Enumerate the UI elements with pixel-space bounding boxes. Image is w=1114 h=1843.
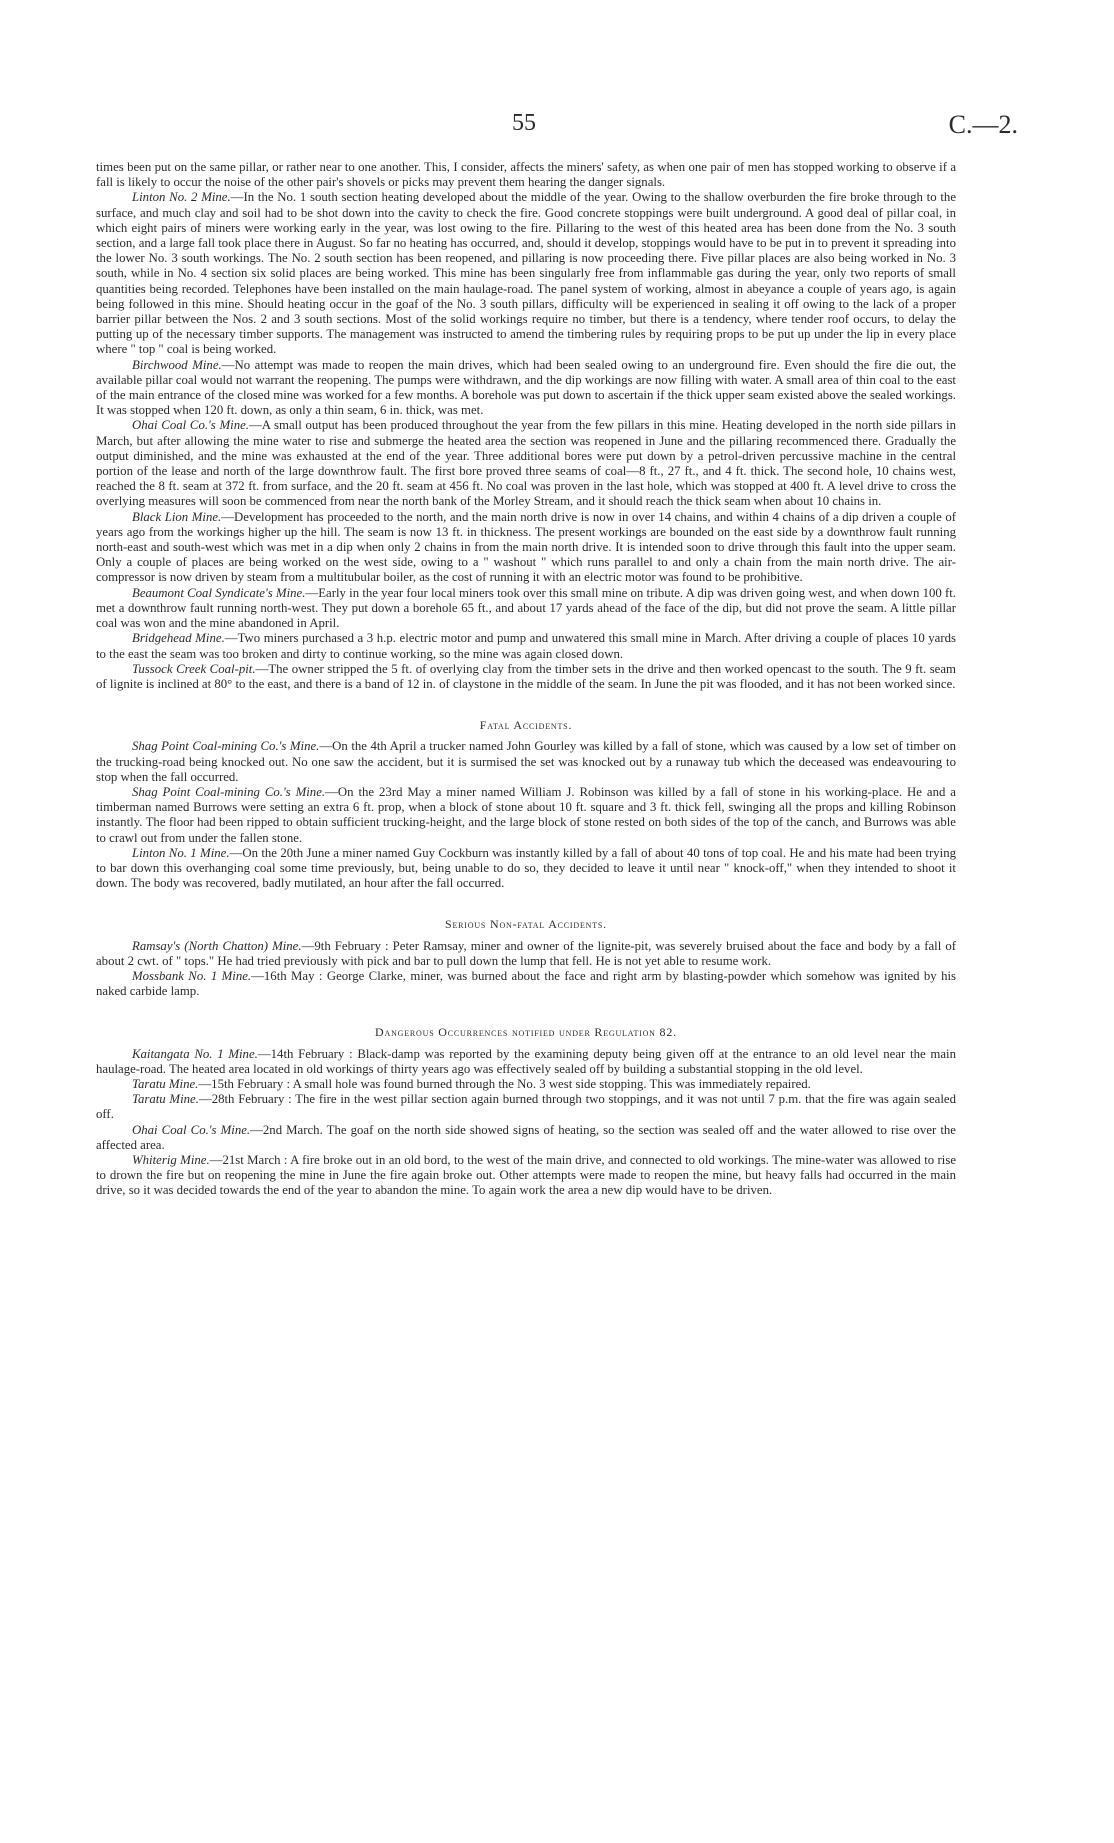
- paragraph-dangerous-taratu-1: Taratu Mine.—15th February : A small hole was found burned through the No. 3 west side stopping. This was immediately repaired.: [132, 1076, 811, 1091]
- mine-name: Ohai Coal Co.'s Mine.: [132, 418, 249, 433]
- mine-name: Shag Point Coal-mining Co.'s Mine.: [132, 739, 320, 754]
- paragraph-black-lion: Black Lion Mine.—Development has proceeded to the north, and the main north drive is now in over 14 chains, and within 4 chains of a dip driven a couple of years ago from the workings higher up the hill. The seam is now 13 ft. in thickness. The present workings are bounded on the east side by a downthrow fault running north-east and south-west which was met in a dip when only 2 chains in from the main north drive. It is intended soon to drive through this fault into the upper seam. Only a couple of places are being worked on the west side, owing to a " washout " which runs parallel to and only a chain from the main north drive. The air-compressor is now driven by steam from a multitubular boiler, as the cost of running it with an electric motor was found to be prohibitive.: [96, 509, 956, 585]
- mine-name: Bridgehead Mine.: [132, 631, 225, 646]
- paragraph-beaumont: Beaumont Coal Syndicate's Mine.—Early in the year four local miners took over this small mine on tribute. A dip was driven going west, and when down 100 ft. met a downthrow fault running north-west. They put down a borehole 65 ft., and about 17 yards ahead of the face of the dip, but did not prove the seam. A little pillar coal was won and the mine abandoned in April.: [96, 585, 957, 631]
- paragraph-dangerous-kaitangata: Kaitangata No. 1 Mine.—14th February : Black-damp was reported by the examining deputy being given off at the entrance to an old level near the main haulage-road. The heated area located in old workings of thirty years ago was effectively sealed off by building a substantial stopping in the old level.: [96, 1046, 956, 1076]
- paragraph-serious-ramsay: Ramsay's (North Chatton) Mine.—9th February : Peter Ramsay, miner and owner of the lignite-pit, was severely bruised about the face and body by a fall of about 2 cwt. of " tops." He had tried previously with pick and bar to pull down the lump that fell. He is not yet able to resume work.: [96, 938, 957, 968]
- page-number: 55: [512, 110, 536, 136]
- paragraph-serious-clarke: Mossbank No. 1 Mine.—16th May : George Clarke, miner, was burned about the face and right arm by blasting-powder which somehow was ignited by his naked carbide lamp.: [96, 968, 956, 999]
- paragraph-fatal-gourley: Shag Point Coal-mining Co.'s Mine.—On the 4th April a trucker named John Gourley was killed by a fall of stone, which was caused by a low set of timber on the trucking-road being knocked out. No one saw the accident, but it is surmised the set was knocked out by a runaway tub which the deceased was endeavouring to stop when the fall occurred.: [96, 739, 956, 784]
- mine-name: Beaumont Coal Syndicate's Mine.: [132, 585, 306, 600]
- paragraph-birchwood: Birchwood Mine.—No attempt was made to reopen the main drives, which had been sealed owing to an underground fire. Even should the fire die out, the available pillar coal would not warrant the reopening. The pumps were withdrawn, and the dip workings are now filling with water. A small area of thin coal to the east of the main entrance of the closed mine was worked for a few months. A borehole was put down to ascertain if the thick upper seam existed above the sealed workings. It was stopped when 120 ft. down, as only a thin seam, 6 in. thick, was met.: [96, 357, 956, 418]
- paragraph-fatal-robinson: Shag Point Coal-mining Co.'s Mine.—On the 23rd May a miner named William J. Robinson was killed by a fall of stone in his working-place. He and a timberman named Burrows were setting an extra 6 ft. prop, when a block of stone about 10 ft. square and 3 ft. thick fell, swinging all the props and killing Robinson instantly. The floor had been ripped to obtain sufficient trucking-height, and the large block of stone rested on both sides of the top of the canch, and Burrows was able to crawl out from under the fallen stone.: [96, 784, 956, 845]
- paragraph-bridgehead: Bridgehead Mine.—Two miners purchased a 3 h.p. electric motor and pump and unwatered this small mine in March. After driving a couple of places 10 yards to the east the seam was too broken and dirty to continue working, so the mine was again closed down.: [96, 631, 957, 661]
- mine-name: Whiterig Mine.: [132, 1152, 210, 1167]
- mine-name: Birchwood Mine.: [132, 357, 222, 372]
- paragraph-tussock-creek: Tussock Creek Coal-pit.—The owner stripped the 5 ft. of overlying clay from the timber sets in the drive and then worked opencast to the south. The 9 ft. seam of lignite is inclined at 80° to the east, and there is a band of 12 in. of claystone in the middle of the seam. In June the pit was flooded, and it has not been worked since.: [96, 661, 956, 691]
- body-text: [96, 160, 956, 1199]
- mine-name: Shag Point Coal-mining Co.'s Mine.: [132, 784, 326, 799]
- paragraph-dangerous-ohai: Ohai Coal Co.'s Mine.—2nd March. The goaf on the north side showed signs of heating, so the section was sealed off and the water allowed to rise over the affected area.: [96, 1122, 956, 1152]
- paragraph-dangerous-whiterig: Whiterig Mine.—21st March : A fire broke out in an old bord, to the west of the main drive, and connected to old workings. The mine-water was allowed to rise to drown the fire but on reopening the mine in June the fire again broke out. Other attempts were made to reopen the mine, but heavy falls had occurred in the main drive, so it was decided towards the end of the year to abandon the mine. To again work the area a new dip would have to be driven.: [96, 1152, 956, 1198]
- page-header: [0, 110, 1114, 150]
- paragraph-continuation: times been put on the same pillar, or rather near to one another. This, I consider, affects the miners' safety, as when one pair of men has stopped working to observe if a fall is likely to occur the noise of the other pair's shovels or picks may prevent them hearing the danger signals.: [96, 160, 956, 190]
- section-identifier: C.—2.: [948, 110, 1018, 139]
- paragraph-linton-no-2: Linton No. 2 Mine.—In the No. 1 south section heating developed about the middle of the year. Owing to the shallow overburden the fire broke through to the surface, and much clay and soil had to be shot down into the cavity to check the fire. Good concrete stoppings were built underground. A good deal of pillar coal, in which eight pairs of miners were working early in the year, was lost owing to the fire. Pillaring to the west of this heated area has been done from the No. 3 south section, and a large fall took place there in August. So far no heating has occurred, and, should it develop, stoppings would have to be put in to prevent it spreading into the lower No. 3 south workings. The No. 2 south section has been reopened, and pillaring is now proceeding there. Five pillar places are also being worked in No. 3 south, while in No. 4 section six solid places are being worked. This mine has been singularly free from inflammable gas during the year, only two reports of small quantities being recorded. Telephones have been installed on the main haulage-road. The panel system of working, almost in abeyance a couple of years ago, is again being followed in this mine. Should heating occur in the goaf of the No. 3 south pillars, difficulty will be experienced in sealing it off owing to the lack of a proper barrier pillar between the Nos. 2 and 3 south sections. Most of the solid workings require no timber, but there is a tendency, where tender roof occurs, to delay the putting up of the necessary timber supports. The management was instructed to amend the timbering rules by requiring props to be put up under the lip in every place where " top " coal is being worked.: [96, 190, 956, 357]
- paragraph-ohai: Ohai Coal Co.'s Mine.—A small output has been produced throughout the year from the few pillars in this mine. Heating developed in the north side pillars in March, but after allowing the mine water to rise and submerge the heated area the section was reopened in June and the pillaring recommenced there. Gradually the output diminished, and the mine was exhausted at the end of the year. Three additional bores were put down by a petrol-driven percussive machine in the central portion of the lease and north of the large downthrow fault. The first bore proved three seams of coal—8 ft., 27 ft., and 4 ft. thick. The second hole, 10 chains west, reached the 8 ft. seam at 372 ft. from surface, and the 20 ft. seam at 456 ft. No coal was proven in the last hole, which was stopped at 400 ft. A level drive to cross the overlying measures will soon be commenced from near the north bank of the Morley Stream, and it should reach the thick seam when about 10 chains in.: [96, 418, 957, 509]
- mine-name: Kaitangata No. 1 Mine.: [132, 1046, 258, 1061]
- mine-name: Tussock Creek Coal-pit.: [132, 661, 256, 676]
- paragraph-dangerous-taratu-2: Taratu Mine.—28th February : The fire in the west pillar section again burned through two stoppings, and it was not until 7 p.m. that the fire was again sealed off.: [96, 1092, 956, 1122]
- heading-serious-non-fatal-accidents: Serious Non-fatal Accidents.: [445, 917, 607, 932]
- mine-name: Ohai Coal Co.'s Mine.: [132, 1122, 251, 1137]
- mine-name: Linton No. 2 Mine.: [132, 190, 231, 205]
- mine-name: Ramsay's (North Chatton) Mine.: [132, 938, 302, 953]
- mine-name: Taratu Mine.: [132, 1092, 199, 1107]
- mine-name: Mossbank No. 1 Mine.: [132, 968, 252, 983]
- mine-name: Black Lion Mine.: [132, 509, 222, 524]
- mine-name: Taratu Mine.: [132, 1076, 199, 1091]
- heading-dangerous-occurrences: Dangerous Occurrences notified under Regulation 82.: [375, 1025, 677, 1040]
- mine-name: Linton No. 1 Mine.: [132, 845, 230, 860]
- heading-fatal-accidents: Fatal Accidents.: [479, 718, 573, 733]
- paragraph-fatal-cockburn: Linton No. 1 Mine.—On the 20th June a miner named Guy Cockburn was instantly killed by a fall of about 40 tons of top coal. He and his mate had been trying to bar down this overhanging coal some time previously, but, being unable to do so, they decided to leave it until near " knock-off," when they intended to shoot it down. The body was recovered, badly mutilated, an hour after the fall occurred.: [96, 845, 956, 891]
